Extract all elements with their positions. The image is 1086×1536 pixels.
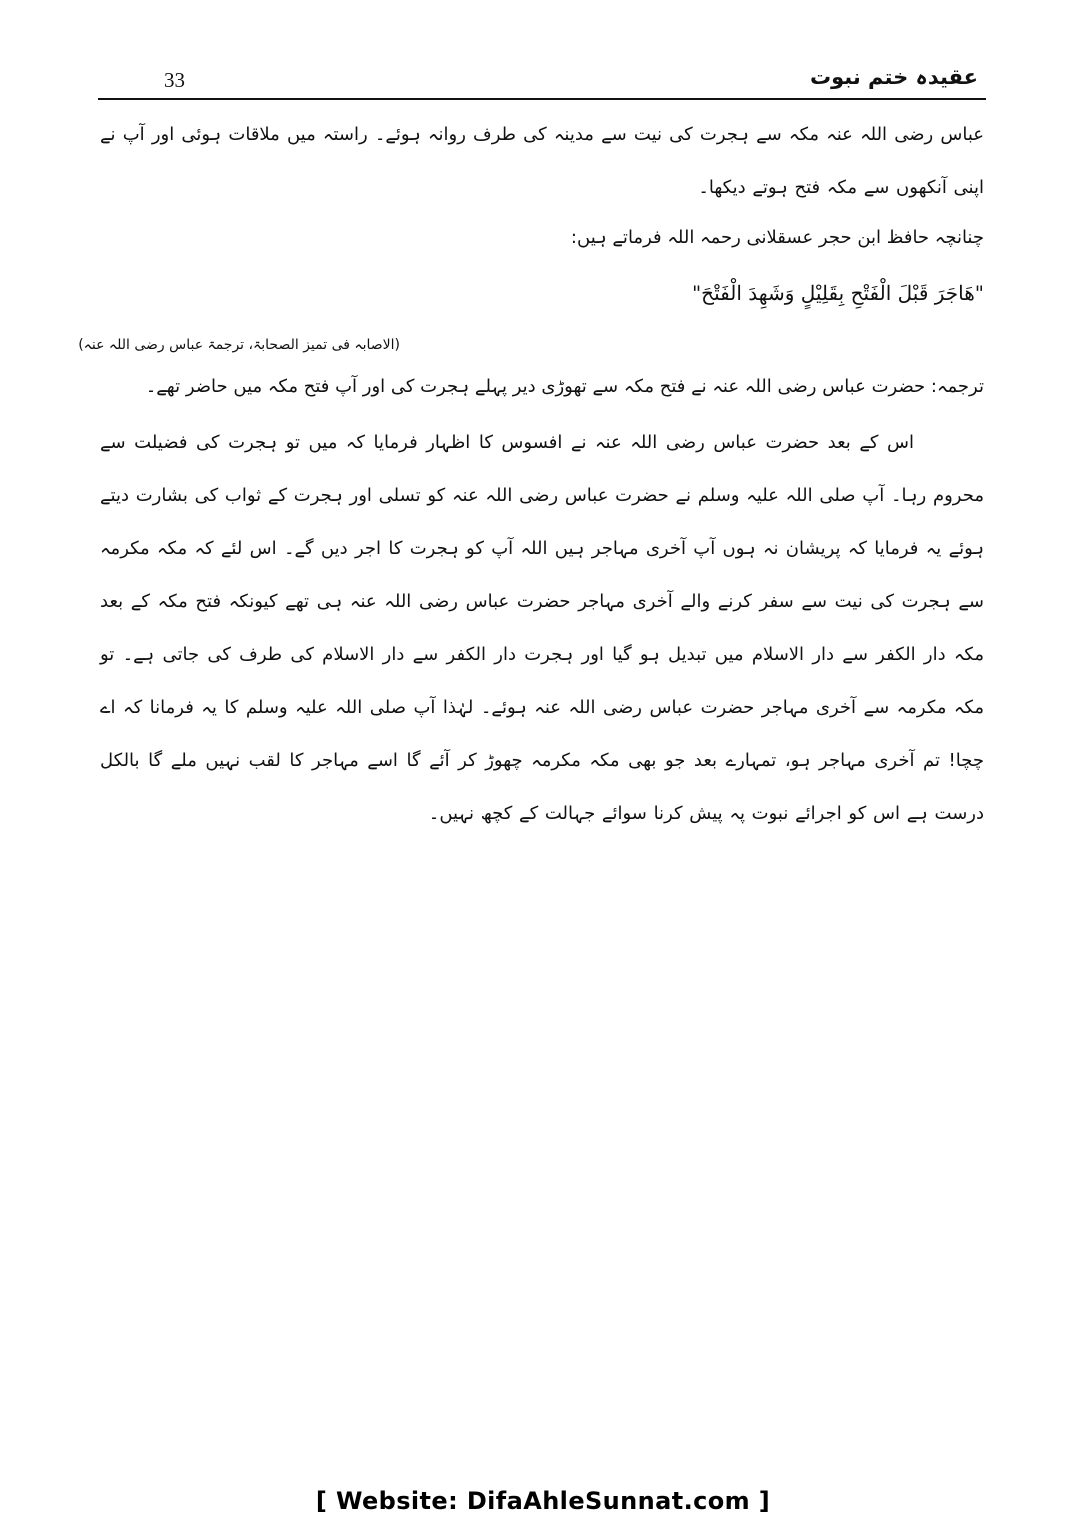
page-number: 33 — [164, 68, 185, 92]
website-footer: [ Website: DifaAhleSunnat.com ] — [315, 1487, 771, 1515]
paragraph-2: اس کے بعد حضرت عباس رضی اللہ عنہ نے افسوس کا اظہار فرمایا کہ میں تو ہجرت کی فضیلت سے محروم رہا۔ آپ صلی اللہ علیہ وسلم نے حضرت عباس رضی اللہ عنہ کو تسلی اور ہجرت کے ثواب کی بشارت دیتے ہوئے یہ فرمایا کہ پریشان نہ ہوں آپ آخری مہاجر ہیں اللہ آپ کو ہجرت کا اجر دیں گے۔ اس لئے کہ مکہ مکرمہ سے ہجرت کی نیت سے سفر کرنے والے آخری مہاجر حضرت عباس رضی اللہ عنہ ہی تھے کیونکہ فتح مکہ کے بعد مکہ دار الکفر سے دار الاسلام میں تبدیل ہو گیا اور ہجرت دار الکفر سے دار الاسلام کی طرف کی جاتی ہے۔ تو مکہ مکرمہ سے آخری مہاجر حضرت عباس رضی اللہ عنہ ہوئے۔ لہٰذا آپ صلی اللہ علیہ وسلم کا یہ فرمانا کہ اے چچا! تم آخری مہاجر ہو، تمہارے بعد جو بھی مکہ مکرمہ چھوڑ کر آئے گا اسے مہاجر کا لقب نہیں ملے گا بالکل درست ہے اس کو اجرائے نبوت پہ پیش کرنا سوائے جہالت کے کچھ نہیں۔ — [100, 432, 984, 824]
page-header — [98, 64, 986, 100]
translation: ترجمہ: حضرت عباس رضی اللہ عنہ نے فتح مکہ سے تھوڑی دیر پہلے ہجرت کی اور آپ فتح مکہ میں حاضر تھے۔ — [145, 376, 984, 397]
running-title: عقیدہ ختم نبوت — [810, 65, 978, 89]
arabic-quote: "هَاجَرَ قَبْلَ الْفَتْحِ بِقَلِيْلٍ وَشَهِدَ الْفَتْحَ" — [691, 281, 984, 305]
paragraph-1: عباس رضی اللہ عنہ مکہ سے ہجرت کی نیت سے مدینہ کی طرف روانہ ہوئے۔ راستہ میں ملاقات ہوئی اور آپ نے اپنی آنکھوں سے مکہ فتح ہوتے دیکھا۔ — [100, 124, 984, 198]
citation: (الاصابہ فی تمیز الصحابۃ، ترجمۃ عباس رضی اللہ عنہ) — [78, 337, 400, 353]
intro-line: چنانچہ حافظ ابن حجر عسقلانی رحمہ اللہ فرماتے ہیں: — [570, 227, 984, 248]
